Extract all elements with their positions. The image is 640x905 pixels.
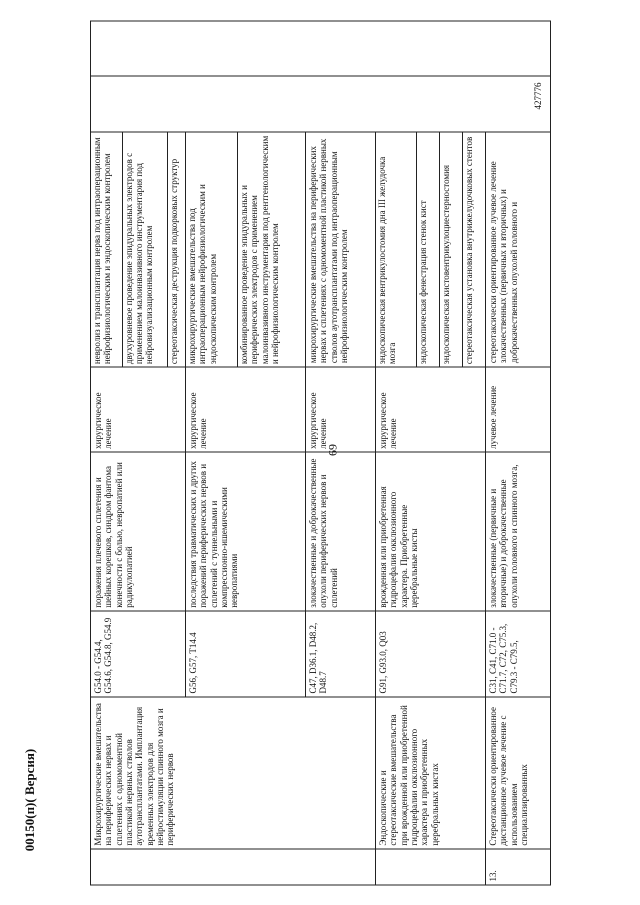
method: невролиз и трансплантация нерва под интраоперационным нейрофизиологическим и эндоскопическим контролем [91,132,122,366]
icd-codes: C47, D36.1, D48.2, D48.7 [306,611,376,697]
icd-codes: G56, G57, T14.4 [186,611,306,697]
table-row [486,21,551,885]
method: эндоскопическая фенестрация стенок кист [416,132,439,366]
icd-codes: C31, C41, C71.0 - C71.7, C72, C75.3, C79.3 - C79.5, [486,611,551,697]
procedure-name: Микрохирургические вмешательства на периферических нервах и сплетениях с одномоментной пластикой нервных стволов аутотрансплантатами. Имплантация временных электродов для нейростимуляции спинного мозга и периферических нервов [91,697,376,849]
treatment-type: хирургическое лечение [376,366,486,452]
treatment-type: хирургическое лечение [91,366,186,452]
diagnosis: злокачественные (первичные и вторичные) и доброкачественные опухоли головного и спинного мозга, [486,452,551,611]
diagnosis: злокачественные и доброкачественные опухоли периферических нервов и сплетений [306,452,376,611]
empty-cell [91,21,551,76]
method: стереотаксически ориентированное лучевое лечение злокачественных (первичных и вторичных) и доброкачественных опухолей головного и [486,131,551,366]
method: комбинированное проведение эпидуральных и периферических электродов с применением малоинвазивного инструментария под рентгенологическим и нейрофизиологическим контролем [239,135,281,364]
table-row [376,21,486,885]
diagnosis: поражения плечевого сплетения и шейных корешков, синдром фантома конечности с болью, невропатией или радикулопатией [91,452,186,611]
method: микрохирургические вмешательства на периферических нервах и сплетениях с одномоментной пластикой нервных стволов аутотрансплантатами под интраоперационным нейрофизиологическим контролем [306,131,376,366]
page-number: 69 [325,444,340,456]
methods-cell [186,131,306,366]
table-row [91,21,186,885]
procedure-name: Эндоскопические и стереотаксические вмешательства при врожденной или приобретенной гидроцефалии окклюзионного характера и приобретенных церебральных кистах [376,697,486,849]
row-number: 13. [486,849,551,885]
method: стереотаксическая установка внутрижелудочковых стентов [464,136,475,364]
side-code: 427776 [533,82,543,110]
method: эндоскопическая кистовентрикулоциестерностомия [439,132,462,366]
footer-version: 00150(п)( Версия) [22,748,37,852]
diagnosis: последствия травматических и других поражений периферических нервов и сплетений с туннельными и компрессионно-ишемическими невропатиями [186,452,306,611]
icd-codes: G91, G93.0, Q03 [376,611,486,697]
rotated-table-wrapper [90,20,550,885]
row-number [91,849,376,885]
icd-codes: G54.0 - G54.4, G54.6, G54.8, G54.9 [91,611,186,697]
treatment-type: хирургическое лечение [306,366,376,452]
procedures-table [90,20,551,885]
method: стереотаксическая деструкция подкорковых структур [169,158,180,364]
empty-cell [91,76,551,131]
methods-cell [376,131,486,366]
method: микрохирургические вмешательства под интраоперационным нейрофизиологическим и эндоскопическим контролем [186,132,238,366]
methods-cell [91,131,186,366]
treatment-type: хирургическое лечение [186,366,306,452]
row-number [376,849,486,885]
treatment-type: лучевое лечение [486,366,551,452]
method: двухуровневое проведение эпидуральных электродов с применением малоинвазивного инструментария под нейровизуализационным контролем [122,132,168,366]
method: эндоскопическая вентрикулостомия дна III желудочка мозга [376,132,416,366]
diagnosis: врожденная или приобретенная гидроцефалия окклюзионного характера. Приобретенные церебральные кисты [376,452,486,611]
procedure-name: Стереотаксически ориентированное дистанционное лучевое лечение с использованием специализированных [486,697,551,849]
